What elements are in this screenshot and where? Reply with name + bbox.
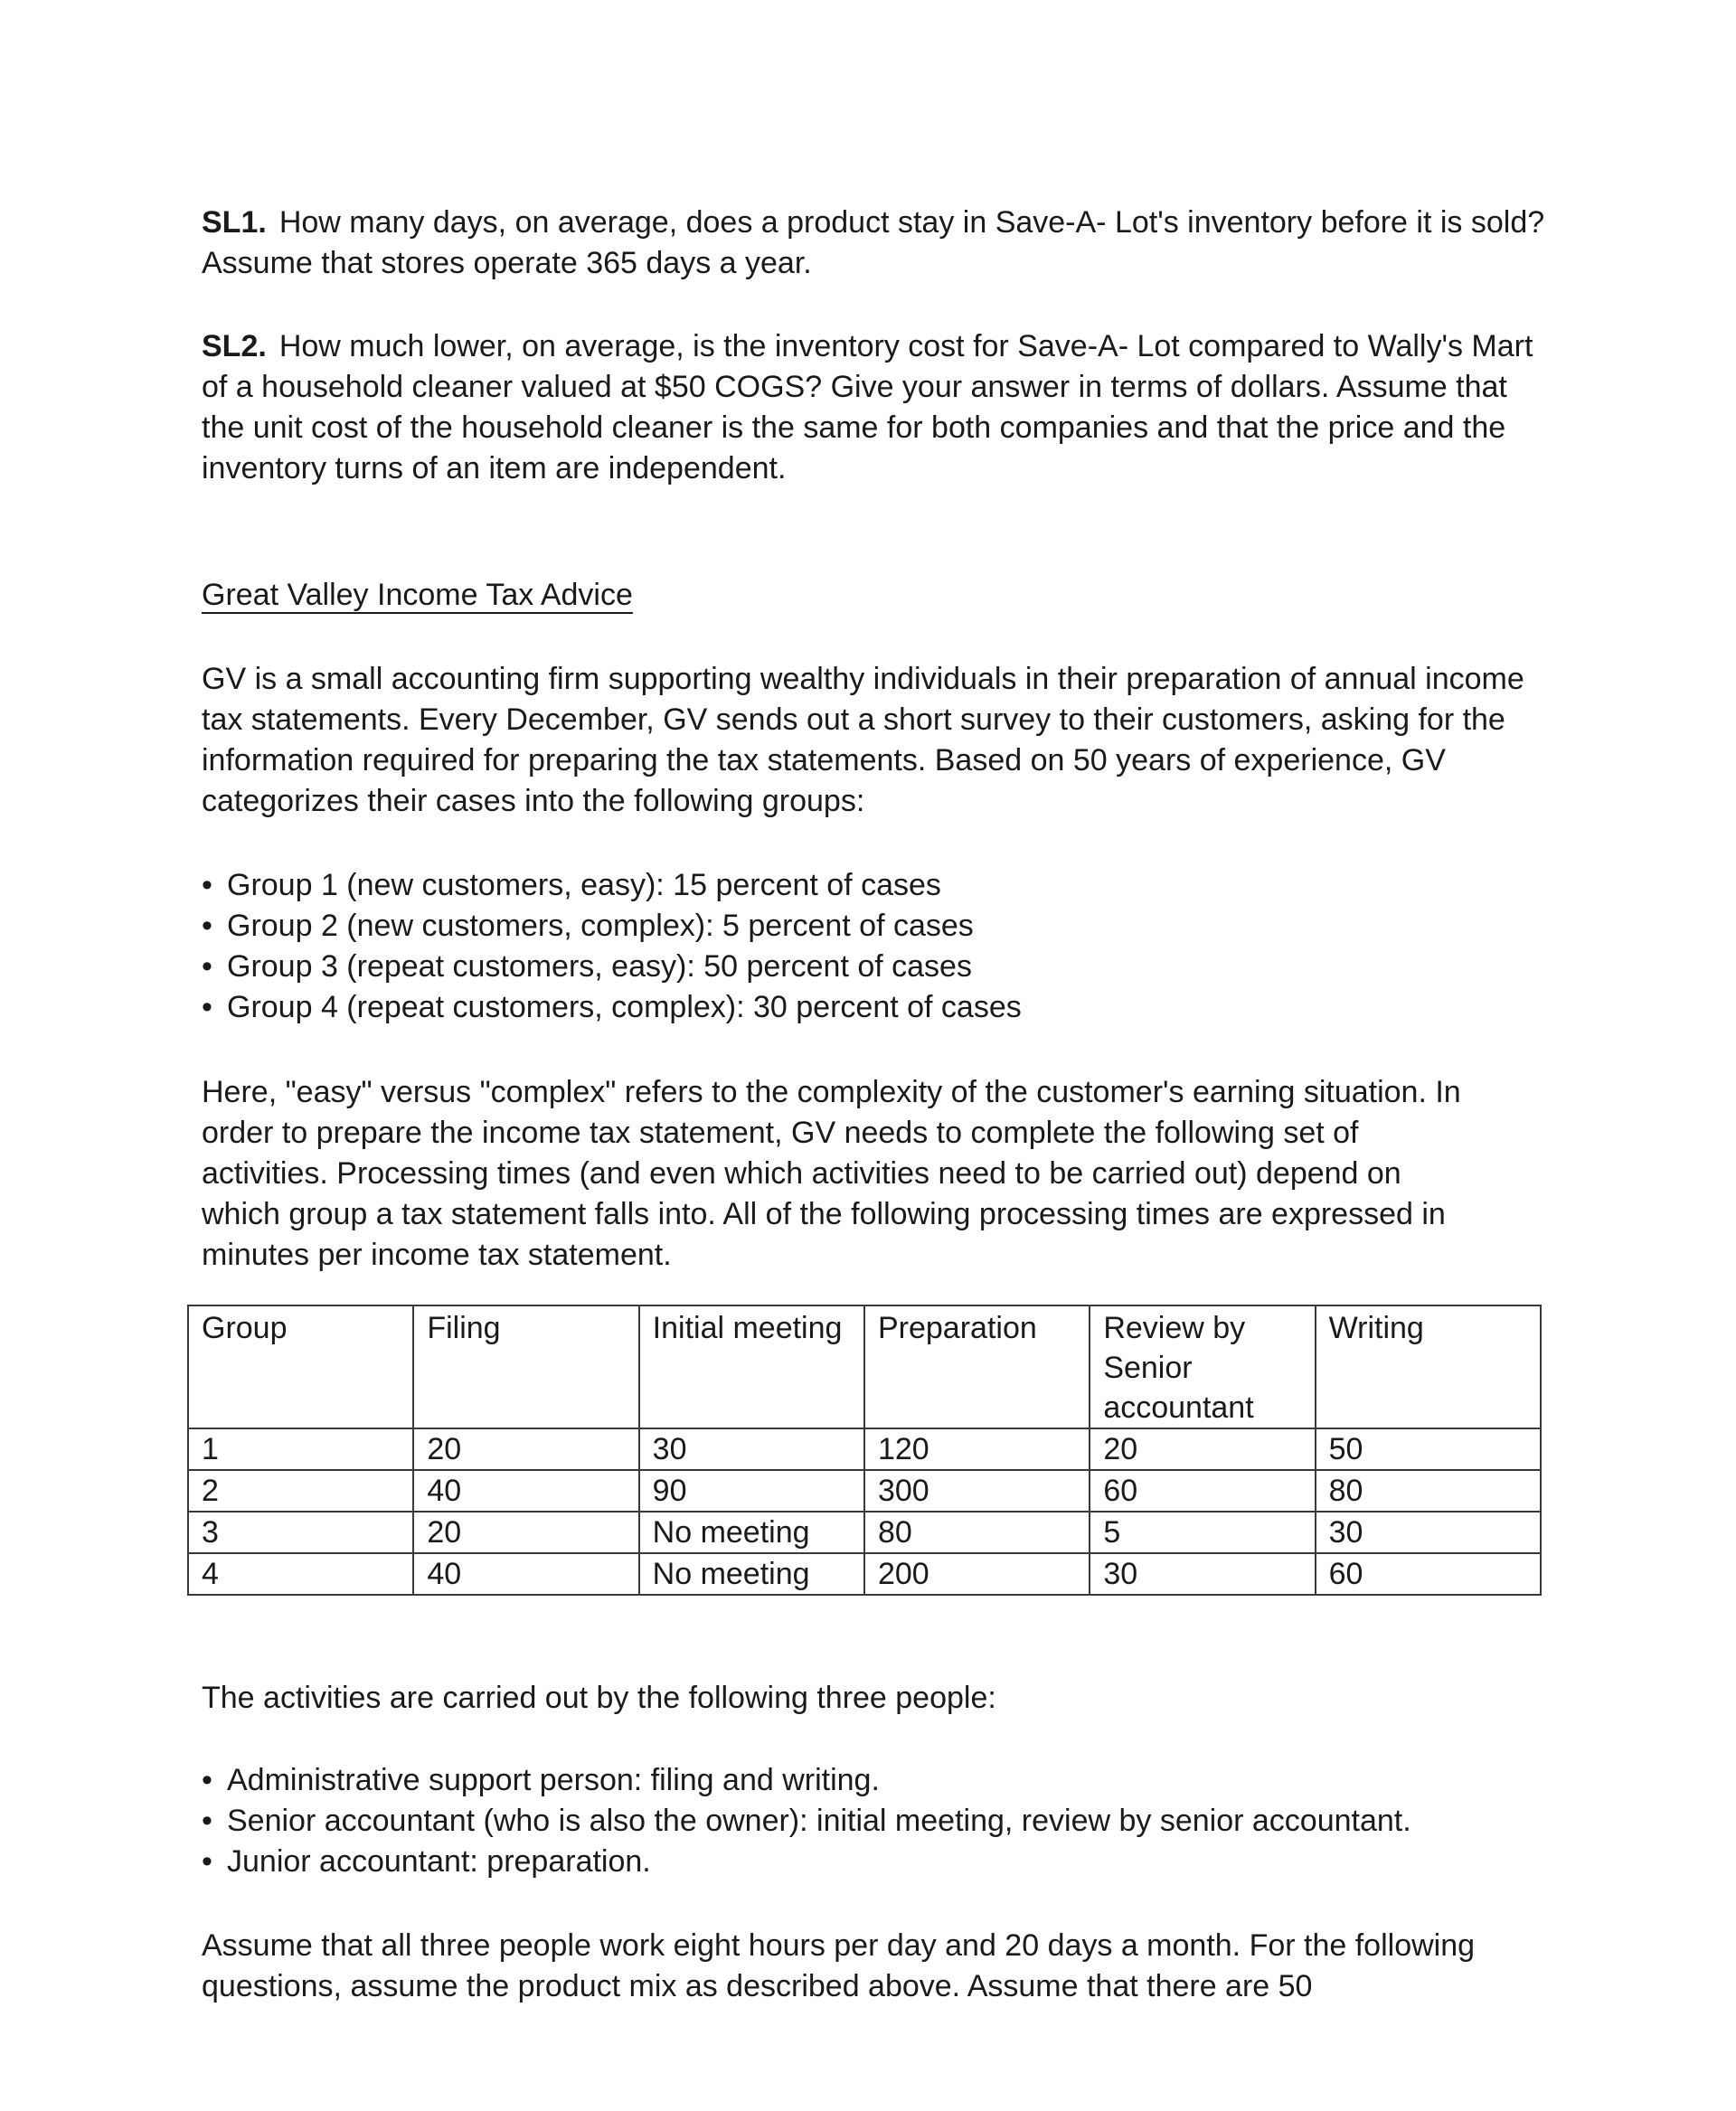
list-item: • Group 3 (repeat customers, easy): 50 percent of cases [202,947,1022,987]
bullet-icon: • [202,1763,212,1797]
table-cell: 80 [1316,1470,1541,1512]
header-group: Group [188,1305,413,1428]
table-cell: 40 [413,1470,638,1512]
table-cell: 50 [1316,1428,1541,1470]
table-cell: 4 [188,1553,413,1595]
intro-paragraph: GV is a small accounting firm supporting wealthy individuals in their preparation of annual income tax statements. Every December, GV sends out a short survey to their customers, asking for the information required for preparing the tax statements. Based on 50 years of experience, GV categorizes their cases into the following groups: [202,662,1524,818]
bullet-icon: • [202,990,212,1024]
table-cell: 20 [413,1428,638,1470]
table-cell: 2 [188,1470,413,1512]
table-header-row [188,1305,1541,1428]
case-title: Great Valley Income Tax Advice [202,578,633,612]
table-cell: 60 [1316,1553,1541,1595]
table-cell: 30 [639,1428,864,1470]
bullet-icon: • [202,868,212,902]
table-cell: 60 [1090,1470,1315,1512]
table-cell: 5 [1090,1512,1315,1553]
table-cell: 1 [188,1428,413,1470]
list-item: • Senior accountant (who is also the owner): initial meeting, review by senior accountant. [202,1801,1411,1842]
question-sl1 [202,203,1558,284]
table-cell: 30 [1316,1512,1541,1553]
header-review: Review by Senior accountant [1090,1305,1315,1428]
table-cell: No meeting [639,1512,864,1553]
table-cell: 300 [864,1470,1090,1512]
table-cell: 20 [413,1512,638,1553]
table-row [188,1553,1541,1595]
table-cell: 90 [639,1470,864,1512]
table-cell: 3 [188,1512,413,1553]
bullet-icon: • [202,949,212,984]
question-label: SL2. [202,329,267,363]
question-label: SL1. [202,205,267,240]
table-row [188,1470,1541,1512]
question-text: How much lower, on average, is the inventory cost for Save-A- Lot compared to Wally's Mart of a household cleaner valued at $50 COGS? Give your answer in terms of dollars. Assume that the unit cost of the household cleaner is the same for both companies and that the price and the inventory turns of an item are independent. [202,329,1533,485]
list-item: • Group 1 (new customers, easy): 15 percent of cases [202,865,1022,906]
table-cell: 80 [864,1512,1090,1553]
table-cell: 20 [1090,1428,1315,1470]
table-row [188,1428,1541,1470]
groups-list [202,865,1022,1028]
header-initial-meeting: Initial meeting [639,1305,864,1428]
processing-times-table [187,1305,1542,1596]
table-cell: 40 [413,1553,638,1595]
bullet-icon: • [202,1804,212,1838]
people-intro: The activities are carried out by the following three people: [202,1681,996,1715]
bullet-icon: • [202,909,212,943]
assumption-paragraph: Assume that all three people work eight hours per day and 20 days a month. For the following questions, assume the product mix as described above. Assume that there are 50 [202,1928,1476,2003]
table-cell: 200 [864,1553,1090,1595]
explanation-paragraph: Here, "easy" versus "complex" refers to the complexity of the customer's earning situation. In order to prepare the income tax statement, GV needs to complete the following set of activities. Processing times (and even which activities need to be carried out) depend on which group a tax statement falls into. All of the following processing times are expressed in minutes per income tax statement. [202,1075,1461,1272]
people-list [202,1760,1411,1882]
table-cell: 30 [1090,1553,1315,1595]
table-cell: No meeting [639,1553,864,1595]
table-cell: 120 [864,1428,1090,1470]
list-item: • Group 4 (repeat customers, complex): 30 percent of cases [202,987,1022,1028]
question-text: How many days, on average, does a product stay in Save-A- Lot's inventory before it is sold? Assume that stores operate 365 days a year. [202,205,1545,280]
question-sl2 [202,326,1558,489]
list-item: • Group 2 (new customers, complex): 5 percent of cases [202,906,1022,947]
list-item: • Administrative support person: filing and writing. [202,1760,1411,1801]
header-filing: Filing [413,1305,638,1428]
list-item: • Junior accountant: preparation. [202,1842,1411,1882]
header-writing: Writing [1316,1305,1541,1428]
header-preparation: Preparation [864,1305,1090,1428]
table-row [188,1512,1541,1553]
bullet-icon: • [202,1844,212,1879]
